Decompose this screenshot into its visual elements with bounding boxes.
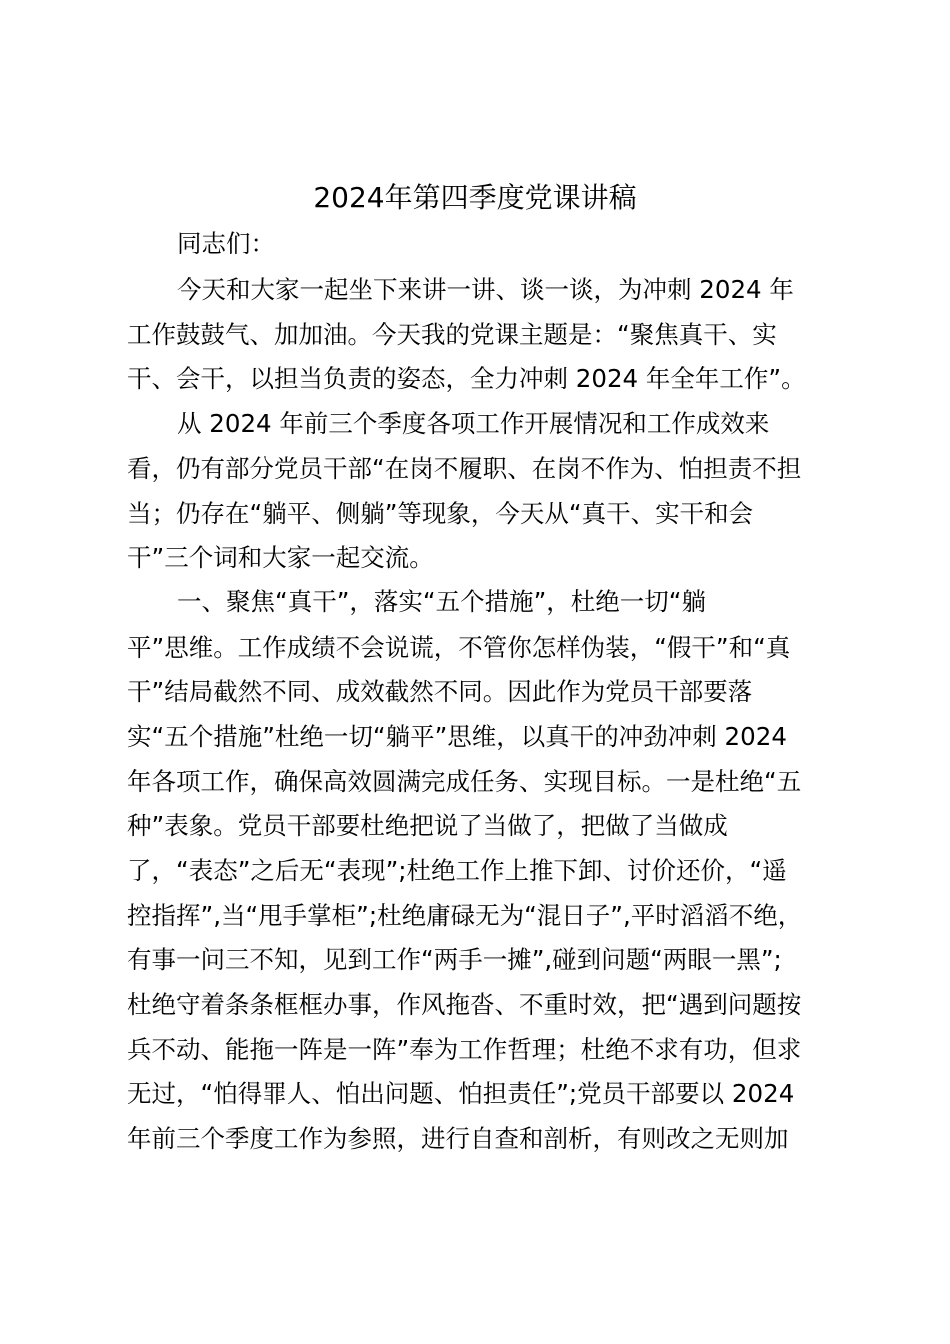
text-line: 实“五个措施”杜绝一切“躺平”思维，以真干的冲劲冲刺 2024: [127, 722, 787, 751]
text-line: 兵不动、能拖一阵是一阵”奉为工作哲理；杜绝不求有功，但求: [127, 1035, 802, 1064]
text-line: 无过，“怕得罪人、怕出问题、怕担责任”;党员干部要以 2024: [127, 1079, 795, 1108]
text-line: 年前三个季度工作为参照，进行自查和剖析，有则改之无则加: [127, 1124, 789, 1153]
text-line: 从 2024 年前三个季度各项工作开展情况和工作成效来: [177, 409, 770, 438]
text-line: 种”表象。党员干部要杜绝把说了当做了，把做了当做成: [127, 811, 728, 840]
text-line: 当；仍存在“躺平、侧躺”等现象，今天从“真干、实干和会: [127, 499, 754, 528]
document-title: 2024年第四季度党课讲稿: [313, 181, 637, 214]
text-line: 工作鼓鼓气、加加油。今天我的党课主题是：“聚焦真干、实: [127, 320, 777, 349]
text-line: 平”思维。工作成绩不会说谎，不管你怎样伪装，“假干”和“真: [127, 633, 791, 662]
text-line: 干、会干，以担当负责的姿态，全力冲刺 2024 年全年工作”。: [127, 364, 806, 393]
text-line: 了，“表态”之后无“表现”;杜绝工作上推下卸、讨价还价，“遥: [127, 856, 787, 885]
text-line: 今天和大家一起坐下来讲一讲、谈一谈，为冲刺 2024 年: [177, 275, 794, 304]
section-heading: 一、聚焦“真干”，落实“五个措施”，杜绝一切“躺: [177, 587, 706, 616]
text-line: 年各项工作，确保高效圆满完成任务、实现目标。一是杜绝“五: [127, 767, 802, 796]
text-line: 同志们：: [177, 229, 275, 258]
text-line: 有事一问三不知，见到工作“两手一摊”,碰到问题“两眼一黑”;: [127, 945, 782, 974]
text-line: 看，仍有部分党员干部“在岗不履职、在岗不作为、怕担责不担: [127, 454, 802, 483]
text-line: 干”三个词和大家一起交流。: [127, 543, 434, 572]
text-line: 干”结局截然不同、成效截然不同。因此作为党员干部要落: [127, 677, 753, 706]
text-line: 杜绝守着条条框框办事，作风拖沓、不重时效，把“遇到问题按: [127, 990, 802, 1019]
text-line: 控指挥”,当“甩手掌柜”;杜绝庸碌无为“混日子”,平时滔滔不绝，: [127, 901, 803, 930]
